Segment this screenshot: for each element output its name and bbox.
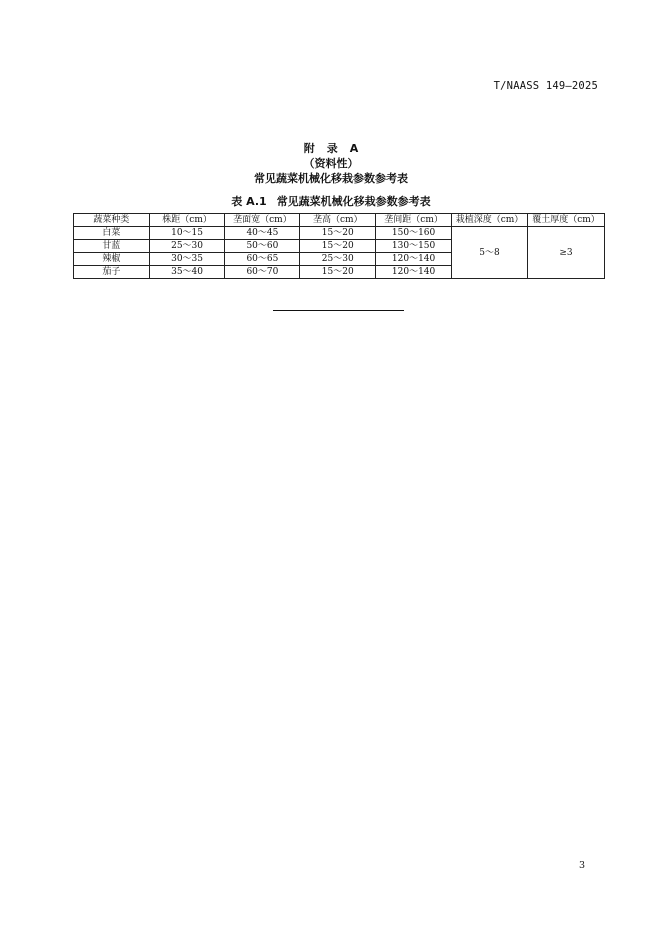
end-rule [273, 310, 404, 311]
header-planting-depth: 栽植深度（cm） [452, 214, 528, 227]
cell-ridge-width: 60～70 [225, 266, 300, 279]
cell-ridge-height: 15～20 [300, 227, 376, 240]
cell-ridge-width: 60～65 [225, 253, 300, 266]
cell-ridge-height: 15～20 [300, 266, 376, 279]
header-ridge-height: 垄高（cm） [300, 214, 376, 227]
cell-ridge-spacing: 130～150 [376, 240, 452, 253]
cell-ridge-width: 40～45 [225, 227, 300, 240]
cell-plant-spacing: 10～15 [149, 227, 225, 240]
appendix-title [0, 140, 662, 156]
table-caption-title: 常见蔬菜机械化移栽参数参考表 [276, 195, 431, 208]
cell-vegetable: 辣椒 [74, 253, 150, 266]
table-caption-number: 表 A.1 [231, 195, 267, 208]
cell-ridge-width: 50～60 [225, 240, 300, 253]
appendix-name: 常见蔬菜机械化移栽参数参考表 [254, 172, 408, 185]
table-row [74, 227, 605, 240]
cell-vegetable: 茄子 [74, 266, 150, 279]
cell-ridge-spacing: 120～140 [376, 266, 452, 279]
cell-planting-depth: 5～8 [452, 227, 528, 279]
header-soil-cover: 覆土厚度（cm） [528, 214, 605, 227]
parameter-table [73, 213, 605, 279]
appendix-nature: （资料性） [303, 157, 359, 170]
appendix-label-2: 录 [326, 142, 338, 155]
cell-ridge-spacing: 150～160 [376, 227, 452, 240]
table-caption [0, 193, 662, 209]
header-ridge-width: 垄面宽（cm） [225, 214, 300, 227]
cell-ridge-height: 15～20 [300, 240, 376, 253]
cell-vegetable: 白菜 [74, 227, 150, 240]
cell-vegetable: 甘蓝 [74, 240, 150, 253]
header-vegetable-type: 蔬菜种类 [74, 214, 150, 227]
appendix-letter: A [349, 142, 359, 155]
cell-ridge-height: 25～30 [300, 253, 376, 266]
header-ridge-spacing: 垄间距（cm） [376, 214, 452, 227]
standard-code: T/NAASS 149—2025 [493, 80, 598, 92]
cell-plant-spacing: 25～30 [149, 240, 225, 253]
page-number: 3 [578, 860, 585, 871]
cell-ridge-spacing: 120～140 [376, 253, 452, 266]
cell-plant-spacing: 30～35 [149, 253, 225, 266]
table-header-row [74, 214, 605, 227]
appendix-label: 附 [303, 142, 315, 155]
cell-plant-spacing: 35～40 [149, 266, 225, 279]
header-plant-spacing: 株距（cm） [149, 214, 225, 227]
cell-soil-cover: ≥3 [528, 227, 605, 279]
